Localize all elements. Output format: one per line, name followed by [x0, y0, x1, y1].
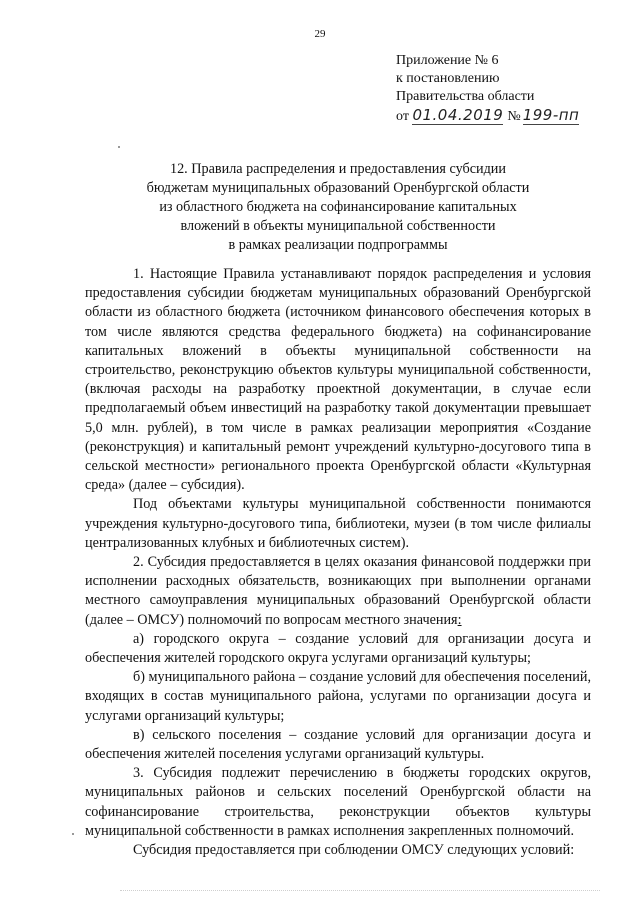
paragraph-1: 1. Настоящие Правила устанавливают порядок распределения и условия предоставления субсидии бюджетам муниципальных образований Оренбургской области из областного бюджета (источником финансового обеспечения которых в том числе являются средства федерального бюджета) на софинансирование капитальных вложений в объекты муниципальной собственности на строительство, реконструкцию объектов культуры муниципальной собственности, (включая расходы на разработку проектной документации, в случае если предполагаемый объем инвестиций на разработку такой документации превышает 5,0 млн. рублей), в том числе в рамках реализации мероприятия «Создание (реконструкция) и капитальный ремонт учреждений культурно-досугового типа в сельской местности» регионального проекта Оренбургской области «Культурная среда» (далее – субсидия). [85, 266, 591, 494]
handwritten-date: 01.04.2019 [412, 106, 504, 124]
number-sign: № [507, 109, 521, 124]
paragraph-5: Субсидия предоставляется при соблюдении ОМСУ следующих условий: [133, 842, 575, 859]
appendix-authority: Правительства области [396, 89, 535, 104]
appendix-block [396, 52, 579, 126]
heading-line-5: в рамках реализации подпрограммы [228, 237, 448, 253]
heading-line-4: вложений в объекты муниципальной собственности [180, 218, 496, 234]
paragraph-2: Под объектами культуры муниципальной собственности понимаются учреждения культурно-досугового типа, библиотеки, музеи (в том числе филиалы централизованных клубных и библиотечных систем). [85, 496, 591, 551]
scan-artifact-line [120, 884, 600, 891]
appendix-title: Приложение № 6 [396, 53, 499, 68]
appendix-reference: к постановлению [396, 71, 500, 86]
paragraph-item-a: а) городского округа – создание условий для организации досуга и обеспечения жителей городского округа услугами организаций культуры; [85, 630, 591, 667]
heading-line-3: из областного бюджета на софинансирование капитальных [159, 199, 517, 215]
document-body [85, 265, 591, 860]
handwritten-number: 199-пп [522, 106, 580, 124]
page-number: 29 [314, 28, 326, 40]
appendix-date-line [396, 106, 579, 126]
scan-speck [118, 146, 120, 148]
paragraph-3 [85, 553, 591, 630]
paragraph-item-b: б) муниципального района – создание условий для обеспечения поселений, входящих в состав муниципального района, услугами по организации досуга и услугами организаций культуры; [85, 669, 591, 724]
document-heading [88, 160, 588, 255]
paragraph-item-c: в) сельского поселения – создание условий для организации досуга и обеспечения жителей поселения услугами организаций культуры. [85, 726, 591, 763]
heading-line-1: 12. Правила распределения и предоставления субсидии [169, 161, 506, 177]
paragraph-3-colon: : [457, 611, 462, 628]
paragraph-4: 3. Субсидия подлежит перечислению в бюджеты городских округов, муниципальных районов и сельских поселений Оренбургской области на софинансирование строительства, реконструкции объектов культуры муниципальной собственности в рамках исполнения закрепленных полномочий. [85, 765, 591, 839]
paragraph-3-text: 2. Субсидия предоставляется в целях оказания финансовой поддержки при исполнении расходных обязательств, возникающих при выполнении органами местного самоуправления муниципальных образований Оренбургской области (далее – ОМСУ) полномочий по вопросам местного значения [85, 554, 591, 628]
date-prefix: от [396, 109, 409, 124]
heading-line-2: бюджетам муниципальных образований Оренбургской области [146, 180, 530, 196]
scan-speck [72, 833, 74, 835]
